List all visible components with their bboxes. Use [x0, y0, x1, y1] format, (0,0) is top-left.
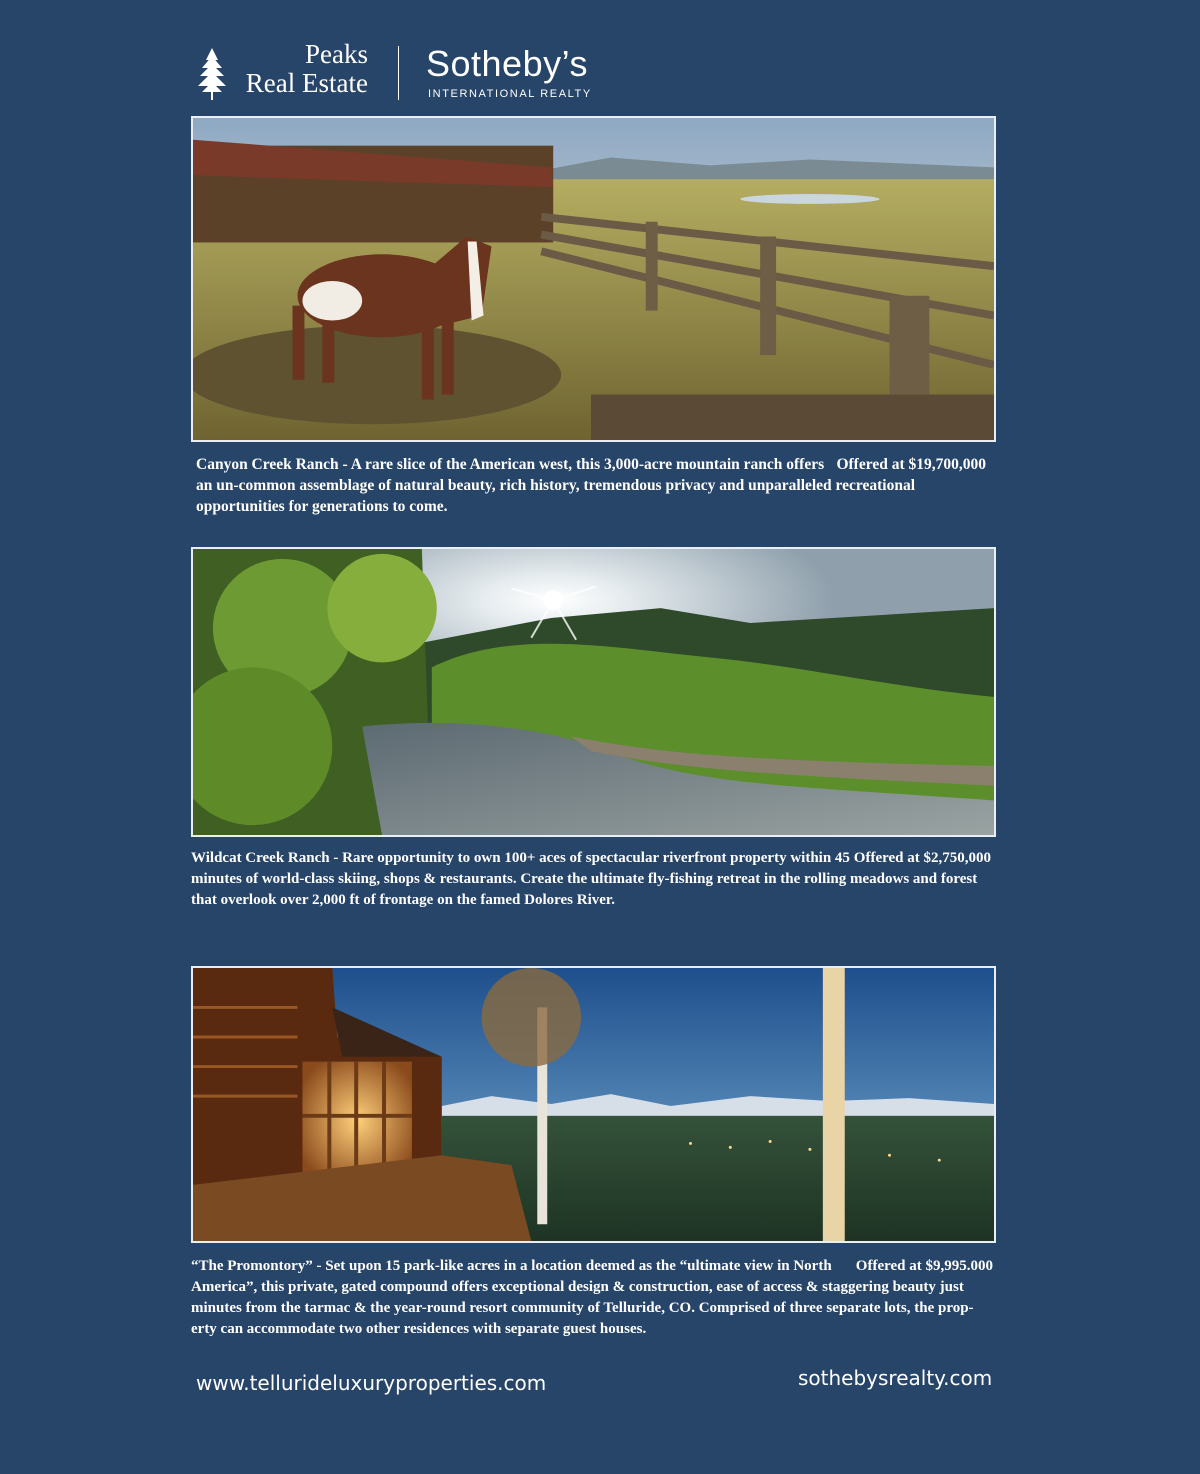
sothebys-wordmark: Sotheby’s [426, 43, 588, 84]
logo-divider [398, 46, 399, 100]
wildcat-creek-ranch-photo [191, 547, 996, 837]
international-realty-label: INTERNATIONAL REALTY [428, 88, 592, 100]
listing-2-description: Wildcat Creek Ranch - Rare opportunity to own 100+ aces of spectacular riverfront property within 45 minutes of world-class skiing, shops & restaurants. Create the ultimate fly-fishing retreat in the rolling meadows and forest that overlook over 2,000 ft of frontage on the famed Dolores River. [191, 850, 978, 908]
tree-icon [196, 46, 230, 102]
listing-3-price: Offered at $9,995.000 [855, 1258, 993, 1274]
peaks-real-estate-wordmark [238, 40, 368, 98]
sothebys-realty-url[interactable]: sothebysrealty.com [798, 1366, 993, 1390]
the-promontory-photo [191, 966, 996, 1243]
telluride-luxury-url[interactable]: www.tellurideluxuryproperties.com [196, 1371, 547, 1395]
peaks-line1: Peaks [305, 39, 368, 69]
listing-1-caption [196, 454, 986, 517]
listing-1-description: Canyon Creek Ranch - A rare slice of the American west, this 3,000-acre mountain ranch offers an un-common assemblage of natural beauty, rich history, tremendous privacy and unparalleled recreational opportunities for generations to come. [196, 456, 916, 515]
listing-2-caption [191, 848, 991, 911]
canyon-creek-ranch-photo [191, 116, 996, 442]
peaks-line2: Real Estate [245, 68, 368, 98]
listing-1-price: Offered at $19,700,000 [836, 456, 986, 473]
listing-3-description: “The Promontory” - Set upon 15 park-like acres in a location deemed as the “ultimate view in North America”, this private, gated compound offers exceptional design & construction, ease of access & staggering beauty just minutes from the tarmac & the year-round resort community of Telluride, CO. Comprised of three separate lots, the prop-erty can accommodate two other residences with separate guest houses. [191, 1258, 974, 1337]
listing-2-price: Offered at $2,750,000 [853, 850, 991, 866]
listing-3-caption [191, 1256, 993, 1340]
